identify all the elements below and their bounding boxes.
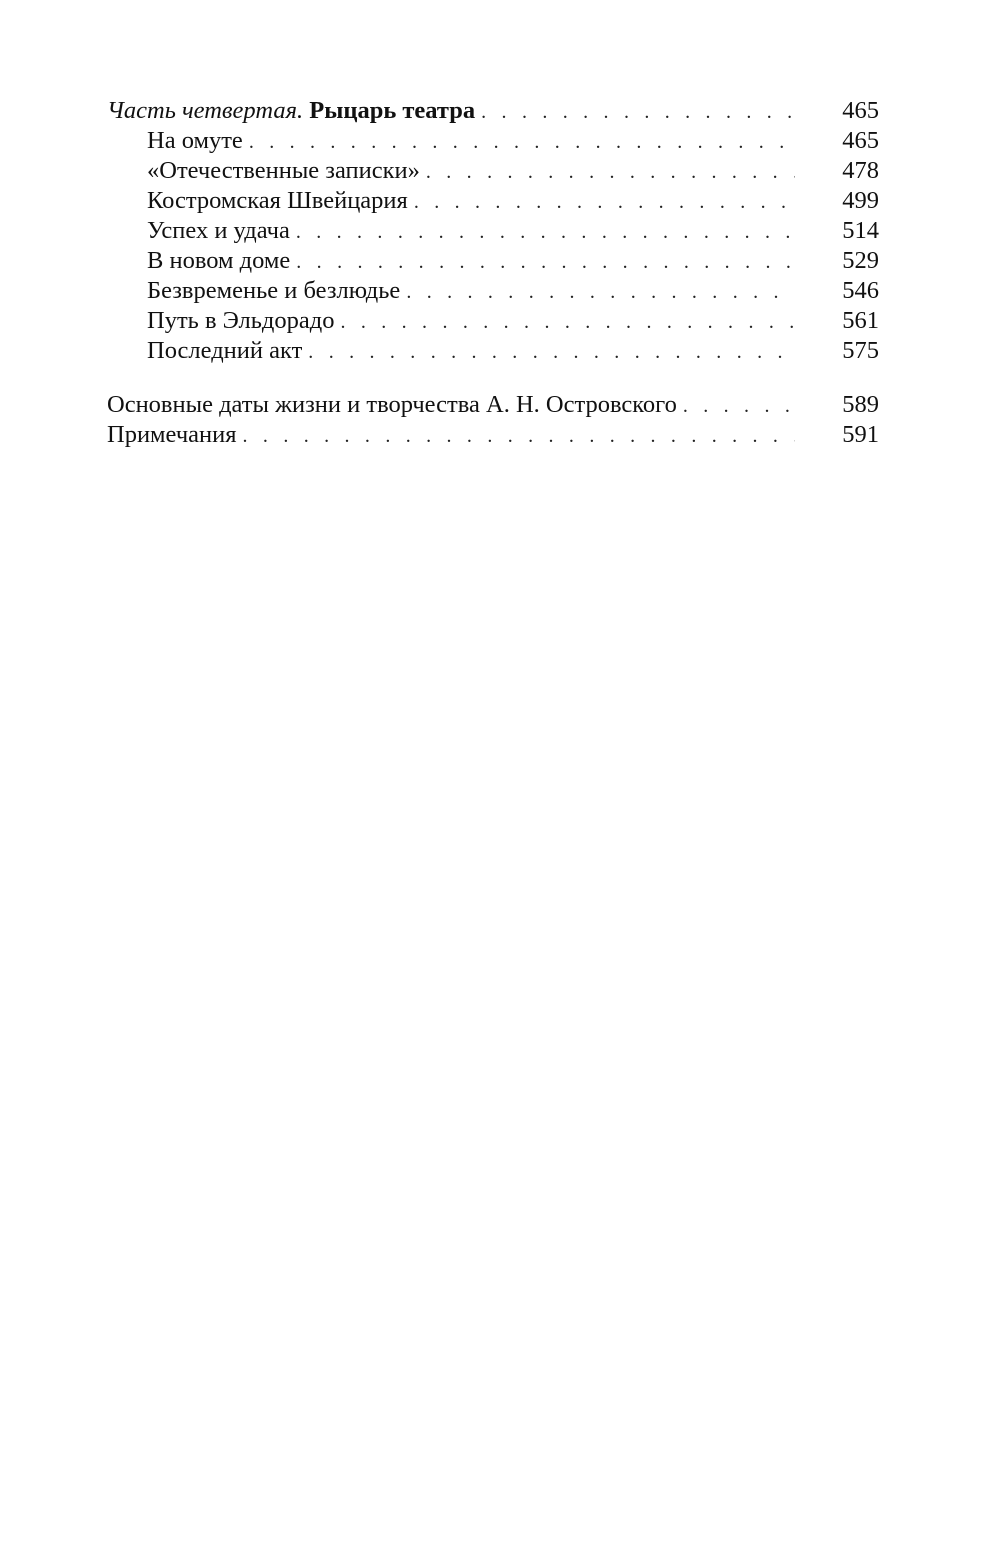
toc-chapter-title: Последний акт — [147, 337, 303, 364]
toc-page-number: 499 — [842, 187, 879, 214]
toc-chapter-entry — [107, 186, 879, 216]
toc-page-number: 514 — [842, 217, 879, 244]
dot-leader — [406, 277, 795, 307]
toc-part-entry — [107, 96, 879, 126]
toc-chapter-title: Безвременье и безлюдье — [147, 277, 401, 304]
toc-page-number: 589 — [842, 391, 879, 418]
toc-page-number: 465 — [842, 97, 879, 124]
toc-appendix-title: Примечания — [107, 421, 237, 448]
dot-leader — [296, 247, 795, 277]
toc-chapter-entry — [107, 276, 879, 306]
toc-page-number: 575 — [842, 337, 879, 364]
toc-page-number: 561 — [842, 307, 879, 334]
toc-chapter-entry — [107, 246, 879, 276]
dot-leader — [340, 307, 795, 337]
toc-chapter-title: Костромская Швейцария — [147, 187, 408, 214]
table-of-contents — [107, 96, 879, 450]
toc-chapter-entry — [107, 156, 879, 186]
toc-page-number: 529 — [842, 247, 879, 274]
dot-leader — [308, 337, 795, 367]
toc-chapter-title: Успех и удача — [147, 217, 290, 244]
toc-page-number: 465 — [842, 127, 879, 154]
toc-part-title: Рыцарь театра — [309, 97, 476, 124]
toc-chapter-entry — [107, 126, 879, 156]
dot-leader — [426, 157, 795, 187]
toc-chapter-entry — [107, 336, 879, 366]
toc-appendix-title: Основные даты жизни и творчества А. Н. Островского — [107, 391, 677, 418]
dot-leader — [414, 187, 795, 217]
dot-leader — [243, 421, 795, 451]
toc-chapter-entry — [107, 306, 879, 336]
toc-page-number: 591 — [842, 421, 879, 448]
dot-leader — [249, 127, 795, 157]
dot-leader — [481, 97, 795, 127]
toc-page-number: 546 — [842, 277, 879, 304]
toc-chapter-title: В новом доме — [147, 247, 291, 274]
toc-appendix-entry — [107, 420, 879, 450]
toc-page-number: 478 — [842, 157, 879, 184]
toc-chapter-title: «Отечественные записки» — [147, 157, 420, 184]
toc-part-prefix: Часть четвертая. — [107, 97, 304, 124]
toc-chapter-entry — [107, 216, 879, 246]
toc-chapter-title: На омуте — [147, 127, 243, 154]
toc-chapter-title: Путь в Эльдорадо — [147, 307, 335, 334]
dot-leader — [296, 217, 795, 247]
toc-part-label — [107, 96, 475, 126]
dot-leader — [683, 391, 795, 421]
toc-appendix-entry — [107, 390, 879, 420]
